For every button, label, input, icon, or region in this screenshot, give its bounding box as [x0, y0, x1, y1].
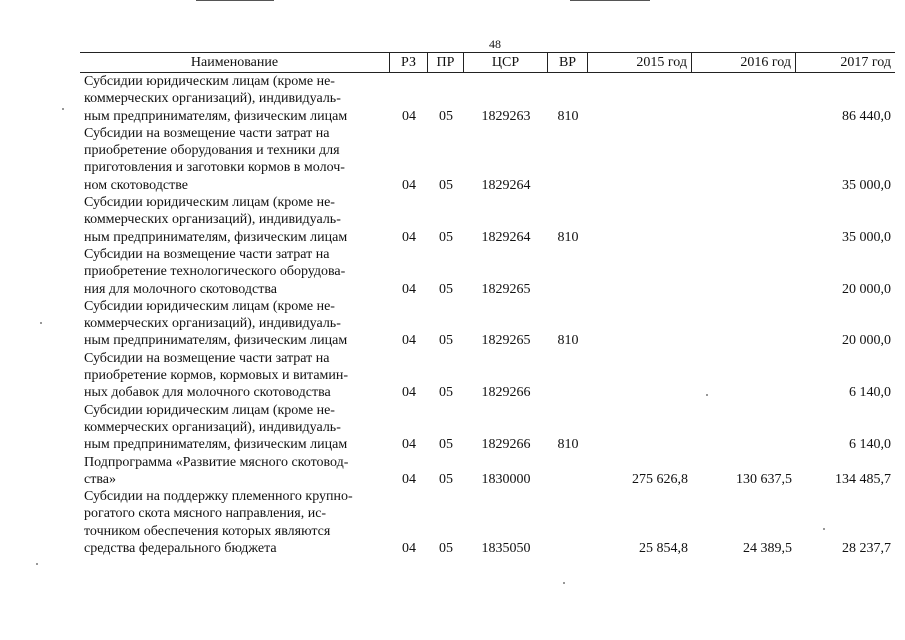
- top-rule-left: [196, 0, 274, 1]
- cell-csr: 1829266: [481, 437, 531, 453]
- cell-csr: 1829265: [481, 281, 531, 297]
- cell-vr: 810: [557, 333, 579, 349]
- cell-pr: 05: [439, 229, 453, 245]
- top-rule-right: [570, 0, 650, 1]
- table-row: [80, 194, 895, 246]
- table-row: [80, 488, 895, 557]
- table-row: [80, 402, 895, 454]
- name-line: ном скотоводстве: [84, 177, 188, 193]
- cell-pr: 05: [439, 333, 453, 349]
- cell-name: [80, 298, 390, 350]
- cell-pr: 05: [439, 437, 453, 453]
- cell-rz: 04: [402, 385, 416, 401]
- header-pr: ПР: [428, 53, 464, 72]
- name-line: коммерческих организаций), индивидуаль-: [84, 212, 341, 228]
- header-rz: РЗ: [390, 53, 428, 72]
- header-name: Наименование: [80, 53, 390, 72]
- cell-2017: 28 237,7: [842, 541, 891, 557]
- name-line: Субсидии юридическим лицам (кроме не-: [84, 74, 335, 89]
- cell-csr: 1829266: [481, 385, 531, 401]
- cell-pr: 05: [439, 385, 453, 401]
- cell-pr: 05: [439, 471, 453, 487]
- name-line: приобретение технологического оборудова-: [84, 264, 346, 280]
- cell-rz: 04: [402, 541, 416, 557]
- name-line: Субсидии юридическим лицам (кроме не-: [84, 402, 335, 418]
- table-header: [80, 52, 895, 73]
- name-line: рогатого скота мясного направления, ис-: [84, 506, 327, 522]
- header-2017: 2017 год: [840, 55, 891, 70]
- cell-2015: 275 626,8: [632, 471, 688, 487]
- page-number: 48: [489, 37, 501, 51]
- name-line: приготовления и заготовки кормов в молоч-: [84, 160, 345, 176]
- name-line: ным предпринимателям, физическим лицам: [84, 229, 348, 245]
- name-line: ния для молочного скотоводства: [84, 281, 277, 297]
- cell-csr: 1829263: [481, 108, 531, 124]
- cell-rz: 04: [402, 281, 416, 297]
- cell-2016: 130 637,5: [736, 471, 792, 487]
- name-line: средства федерального бюджета: [84, 541, 277, 557]
- cell-2017: 134 485,7: [835, 471, 891, 487]
- cell-2017: 35 000,0: [842, 229, 891, 245]
- cell-name: [80, 488, 390, 557]
- cell-2017: 20 000,0: [842, 333, 891, 349]
- cell-2017: 6 140,0: [849, 437, 891, 453]
- cell-name: [80, 125, 390, 194]
- name-line: точником обеспечения которых являются: [84, 523, 331, 539]
- table-body: [80, 73, 895, 557]
- name-line: приобретение кормов, кормовых и витамин-: [84, 368, 349, 384]
- cell-pr: 05: [439, 541, 453, 557]
- cell-rz: 04: [402, 229, 416, 245]
- cell-csr: 1829264: [481, 229, 531, 245]
- name-line: коммерческих организаций), индивидуаль-: [84, 316, 341, 332]
- cell-name: [80, 194, 390, 246]
- cell-vr: 810: [557, 108, 579, 124]
- cell-2017: 86 440,0: [842, 108, 891, 124]
- scan-speck: [563, 582, 565, 584]
- cell-rz: 04: [402, 437, 416, 453]
- name-line: Субсидии на возмещение части затрат на: [84, 350, 330, 366]
- name-line: ства»: [84, 471, 116, 487]
- cell-csr: 1830000: [481, 471, 531, 487]
- name-line: коммерческих организаций), индивидуаль-: [84, 91, 341, 107]
- cell-rz: 04: [402, 177, 416, 193]
- cell-2016: 24 389,5: [743, 541, 792, 557]
- budget-table: [80, 52, 895, 557]
- name-line: ным предпринимателям, физическим лицам: [84, 108, 348, 124]
- cell-name: [80, 402, 390, 454]
- cell-vr: 810: [557, 229, 579, 245]
- name-line: ных добавок для молочного скотоводства: [84, 385, 331, 401]
- cell-vr: 810: [557, 437, 579, 453]
- cell-2015: 25 854,8: [639, 541, 688, 557]
- table-row: [80, 350, 895, 402]
- header-vr: ВР: [548, 53, 588, 72]
- header-2015: 2015 год: [588, 53, 692, 72]
- cell-name: [80, 246, 390, 298]
- table-row: [80, 246, 895, 298]
- cell-2017: 35 000,0: [842, 177, 891, 193]
- header-csr: ЦСР: [464, 53, 548, 72]
- cell-pr: 05: [439, 108, 453, 124]
- cell-csr: 1835050: [481, 541, 531, 557]
- cell-name: [80, 73, 390, 125]
- scan-speck: [36, 563, 38, 565]
- cell-rz: 04: [402, 108, 416, 124]
- name-line: приобретение оборудования и техники для: [84, 143, 340, 159]
- cell-pr: 05: [439, 177, 453, 193]
- cell-name: [80, 454, 390, 489]
- cell-2017: 20 000,0: [842, 281, 891, 297]
- name-line: Подпрограмма «Развитие мясного скотовод-: [84, 454, 349, 470]
- table-row: [80, 298, 895, 350]
- name-line: коммерческих организаций), индивидуаль-: [84, 419, 341, 435]
- cell-name: [80, 350, 390, 402]
- table-row: [80, 125, 895, 194]
- cell-rz: 04: [402, 471, 416, 487]
- cell-2017: 6 140,0: [849, 385, 891, 401]
- header-2016: 2016 год: [692, 53, 796, 72]
- table-row: [80, 73, 895, 125]
- cell-csr: 1829264: [481, 177, 531, 193]
- name-line: Субсидии юридическим лицам (кроме не-: [84, 298, 335, 314]
- name-line: Субсидии на поддержку племенного крупно-: [84, 489, 353, 505]
- name-line: Субсидии на возмещение части затрат на: [84, 125, 330, 141]
- cell-csr: 1829265: [481, 333, 531, 349]
- scan-speck: [62, 108, 64, 110]
- scan-speck: [706, 394, 708, 396]
- name-line: Субсидии юридическим лицам (кроме не-: [84, 195, 335, 211]
- name-line: ным предпринимателям, физическим лицам: [84, 437, 348, 453]
- name-line: ным предпринимателям, физическим лицам: [84, 333, 348, 349]
- scan-speck: [823, 528, 825, 530]
- cell-pr: 05: [439, 281, 453, 297]
- cell-rz: 04: [402, 333, 416, 349]
- name-line: Субсидии на возмещение части затрат на: [84, 246, 330, 262]
- scan-speck: [40, 322, 42, 324]
- table-row: [80, 454, 895, 489]
